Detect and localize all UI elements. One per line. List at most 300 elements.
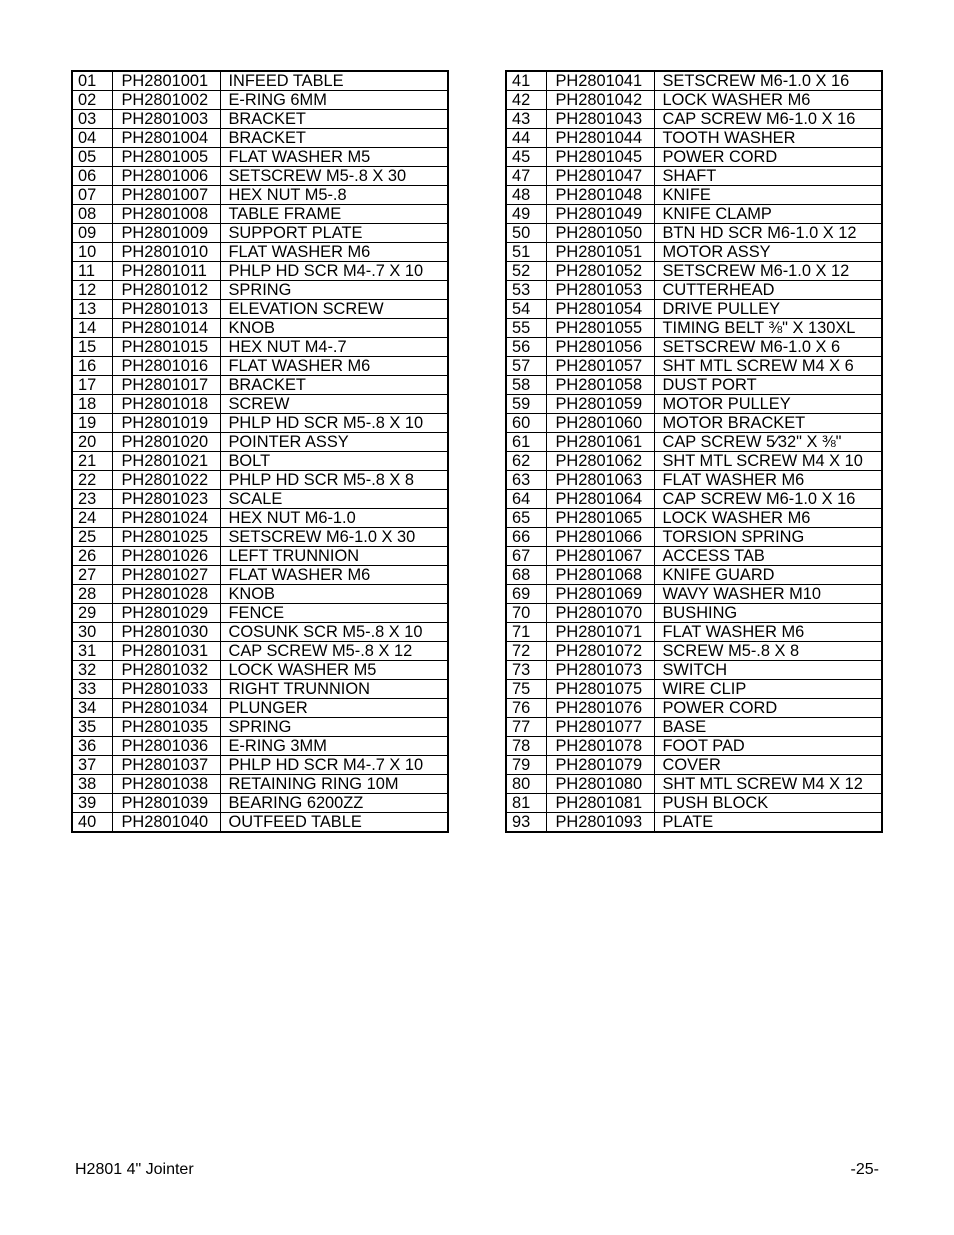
part-number: PH2801059 xyxy=(546,395,654,414)
part-description: RETAINING RING 10M xyxy=(220,775,448,794)
part-description: OUTFEED TABLE xyxy=(220,813,448,833)
table-row xyxy=(72,395,448,414)
table-row xyxy=(72,813,448,833)
part-number: PH2801037 xyxy=(112,756,220,775)
table-row xyxy=(72,319,448,338)
ref-number: 09 xyxy=(72,224,112,243)
ref-number: 73 xyxy=(506,661,546,680)
part-number: PH2801012 xyxy=(112,281,220,300)
part-description: DUST PORT xyxy=(654,376,882,395)
table-row xyxy=(506,737,882,756)
part-description: KNIFE xyxy=(654,186,882,205)
ref-number: 05 xyxy=(72,148,112,167)
ref-number: 78 xyxy=(506,737,546,756)
part-description: SHAFT xyxy=(654,167,882,186)
table-row xyxy=(506,148,882,167)
ref-number: 33 xyxy=(72,680,112,699)
ref-number: 80 xyxy=(506,775,546,794)
part-number: PH2801042 xyxy=(546,91,654,110)
part-description: SPRING xyxy=(220,718,448,737)
ref-number: 29 xyxy=(72,604,112,623)
table-row xyxy=(72,775,448,794)
table-row xyxy=(506,756,882,775)
part-description: INFEED TABLE xyxy=(220,71,448,91)
table-row xyxy=(72,110,448,129)
table-row xyxy=(72,623,448,642)
part-description: FOOT PAD xyxy=(654,737,882,756)
part-description: PLUNGER xyxy=(220,699,448,718)
part-description: SHT MTL SCREW M4 X 12 xyxy=(654,775,882,794)
table-row xyxy=(72,699,448,718)
table-row xyxy=(72,718,448,737)
part-description: MOTOR PULLEY xyxy=(654,395,882,414)
part-description: KNOB xyxy=(220,585,448,604)
part-number: PH2801056 xyxy=(546,338,654,357)
ref-number: 36 xyxy=(72,737,112,756)
ref-number: 56 xyxy=(506,338,546,357)
part-description: MOTOR BRACKET xyxy=(654,414,882,433)
table-row xyxy=(72,148,448,167)
table-row xyxy=(72,433,448,452)
table-row xyxy=(506,91,882,110)
parts-table-left xyxy=(71,70,449,833)
part-description: CAP SCREW M5-.8 X 12 xyxy=(220,642,448,661)
part-number: PH2801015 xyxy=(112,338,220,357)
part-number: PH2801072 xyxy=(546,642,654,661)
part-description: SHT MTL SCREW M4 X 6 xyxy=(654,357,882,376)
table-row xyxy=(506,71,882,91)
part-description: FLAT WASHER M5 xyxy=(220,148,448,167)
part-description: ELEVATION SCREW xyxy=(220,300,448,319)
ref-number: 06 xyxy=(72,167,112,186)
part-description: LEFT TRUNNION xyxy=(220,547,448,566)
ref-number: 11 xyxy=(72,262,112,281)
ref-number: 03 xyxy=(72,110,112,129)
table-row xyxy=(72,281,448,300)
ref-number: 02 xyxy=(72,91,112,110)
ref-number: 45 xyxy=(506,148,546,167)
part-description: CAP SCREW M6-1.0 X 16 xyxy=(654,490,882,509)
part-description: SCREW xyxy=(220,395,448,414)
table-row xyxy=(72,566,448,585)
part-description: FLAT WASHER M6 xyxy=(220,566,448,585)
part-number: PH2801041 xyxy=(546,71,654,91)
table-row xyxy=(506,604,882,623)
part-number: PH2801064 xyxy=(546,490,654,509)
part-description: E-RING 6MM xyxy=(220,91,448,110)
part-description: SCREW M5-.8 X 8 xyxy=(654,642,882,661)
ref-number: 32 xyxy=(72,661,112,680)
ref-number: 43 xyxy=(506,110,546,129)
part-description: SETSCREW M6-1.0 X 6 xyxy=(654,338,882,357)
parts-table-right-body xyxy=(506,71,882,832)
part-description: KNIFE CLAMP xyxy=(654,205,882,224)
ref-number: 24 xyxy=(72,509,112,528)
ref-number: 37 xyxy=(72,756,112,775)
part-number: PH2801058 xyxy=(546,376,654,395)
table-row xyxy=(72,262,448,281)
part-description: FENCE xyxy=(220,604,448,623)
ref-number: 62 xyxy=(506,452,546,471)
ref-number: 40 xyxy=(72,813,112,833)
table-row xyxy=(72,528,448,547)
table-row xyxy=(506,186,882,205)
part-description: TOOTH WASHER xyxy=(654,129,882,148)
table-row xyxy=(506,680,882,699)
table-row xyxy=(506,376,882,395)
parts-table-left-body xyxy=(72,71,448,832)
part-description: SWITCH xyxy=(654,661,882,680)
part-number: PH2801033 xyxy=(112,680,220,699)
table-row xyxy=(72,338,448,357)
part-number: PH2801080 xyxy=(546,775,654,794)
table-row xyxy=(72,71,448,91)
part-description: KNOB xyxy=(220,319,448,338)
ref-number: 75 xyxy=(506,680,546,699)
part-description: POWER CORD xyxy=(654,148,882,167)
ref-number: 49 xyxy=(506,205,546,224)
ref-number: 16 xyxy=(72,357,112,376)
part-number: PH2801066 xyxy=(546,528,654,547)
part-number: PH2801025 xyxy=(112,528,220,547)
part-number: PH2801008 xyxy=(112,205,220,224)
ref-number: 52 xyxy=(506,262,546,281)
ref-number: 93 xyxy=(506,813,546,833)
ref-number: 57 xyxy=(506,357,546,376)
table-row xyxy=(72,585,448,604)
ref-number: 55 xyxy=(506,319,546,338)
part-description: FLAT WASHER M6 xyxy=(220,357,448,376)
part-description: ACCESS TAB xyxy=(654,547,882,566)
table-row xyxy=(72,509,448,528)
part-number: PH2801017 xyxy=(112,376,220,395)
part-number: PH2801068 xyxy=(546,566,654,585)
ref-number: 21 xyxy=(72,452,112,471)
part-number: PH2801081 xyxy=(546,794,654,813)
table-row xyxy=(72,737,448,756)
table-row xyxy=(506,205,882,224)
part-number: PH2801060 xyxy=(546,414,654,433)
part-description: HEX NUT M4-.7 xyxy=(220,338,448,357)
table-row xyxy=(72,167,448,186)
part-description: RIGHT TRUNNION xyxy=(220,680,448,699)
part-description: PHLP HD SCR M5-.8 X 8 xyxy=(220,471,448,490)
part-number: PH2801044 xyxy=(546,129,654,148)
table-row xyxy=(506,338,882,357)
table-row xyxy=(72,357,448,376)
part-description: MOTOR ASSY xyxy=(654,243,882,262)
part-number: PH2801011 xyxy=(112,262,220,281)
table-row xyxy=(506,129,882,148)
part-description: SPRING xyxy=(220,281,448,300)
table-row xyxy=(72,224,448,243)
ref-number: 72 xyxy=(506,642,546,661)
ref-number: 17 xyxy=(72,376,112,395)
part-number: PH2801028 xyxy=(112,585,220,604)
part-description: TABLE FRAME xyxy=(220,205,448,224)
ref-number: 66 xyxy=(506,528,546,547)
table-row xyxy=(72,91,448,110)
table-row xyxy=(72,300,448,319)
part-number: PH2801071 xyxy=(546,623,654,642)
part-number: PH2801053 xyxy=(546,281,654,300)
table-row xyxy=(506,528,882,547)
part-description: PLATE xyxy=(654,813,882,833)
part-number: PH2801057 xyxy=(546,357,654,376)
table-row xyxy=(72,452,448,471)
ref-number: 15 xyxy=(72,338,112,357)
part-number: PH2801051 xyxy=(546,243,654,262)
ref-number: 42 xyxy=(506,91,546,110)
ref-number: 65 xyxy=(506,509,546,528)
table-row xyxy=(506,775,882,794)
table-row xyxy=(506,319,882,338)
part-description: E-RING 3MM xyxy=(220,737,448,756)
ref-number: 18 xyxy=(72,395,112,414)
table-row xyxy=(72,376,448,395)
ref-number: 35 xyxy=(72,718,112,737)
ref-number: 12 xyxy=(72,281,112,300)
table-row xyxy=(506,395,882,414)
part-number: PH2801054 xyxy=(546,300,654,319)
part-number: PH2801043 xyxy=(546,110,654,129)
ref-number: 38 xyxy=(72,775,112,794)
table-row xyxy=(72,604,448,623)
part-number: PH2801004 xyxy=(112,129,220,148)
part-number: PH2801018 xyxy=(112,395,220,414)
ref-number: 67 xyxy=(506,547,546,566)
part-description: PUSH BLOCK xyxy=(654,794,882,813)
part-description: CAP SCREW 5⁄32" X ⅜" xyxy=(654,433,882,452)
ref-number: 63 xyxy=(506,471,546,490)
table-row xyxy=(72,794,448,813)
part-number: PH2801007 xyxy=(112,186,220,205)
table-row xyxy=(72,129,448,148)
part-description: PHLP HD SCR M5-.8 X 10 xyxy=(220,414,448,433)
part-number: PH2801016 xyxy=(112,357,220,376)
ref-number: 20 xyxy=(72,433,112,452)
ref-number: 64 xyxy=(506,490,546,509)
part-description: FLAT WASHER M6 xyxy=(220,243,448,262)
table-row xyxy=(506,433,882,452)
part-number: PH2801036 xyxy=(112,737,220,756)
part-description: LOCK WASHER M5 xyxy=(220,661,448,680)
part-number: PH2801048 xyxy=(546,186,654,205)
ref-number: 22 xyxy=(72,471,112,490)
ref-number: 48 xyxy=(506,186,546,205)
part-number: PH2801019 xyxy=(112,414,220,433)
part-number: PH2801050 xyxy=(546,224,654,243)
footer-title: H2801 4" Jointer xyxy=(75,1161,194,1178)
part-description: PHLP HD SCR M4-.7 X 10 xyxy=(220,262,448,281)
part-number: PH2801039 xyxy=(112,794,220,813)
part-number: PH2801022 xyxy=(112,471,220,490)
table-row xyxy=(506,224,882,243)
ref-number: 79 xyxy=(506,756,546,775)
table-row xyxy=(72,186,448,205)
part-number: PH2801070 xyxy=(546,604,654,623)
part-description: LOCK WASHER M6 xyxy=(654,509,882,528)
ref-number: 76 xyxy=(506,699,546,718)
part-number: PH2801026 xyxy=(112,547,220,566)
ref-number: 07 xyxy=(72,186,112,205)
part-number: PH2801073 xyxy=(546,661,654,680)
ref-number: 30 xyxy=(72,623,112,642)
part-number: PH2801075 xyxy=(546,680,654,699)
part-number: PH2801021 xyxy=(112,452,220,471)
table-row xyxy=(506,490,882,509)
part-description: KNIFE GUARD xyxy=(654,566,882,585)
part-description: BRACKET xyxy=(220,129,448,148)
ref-number: 47 xyxy=(506,167,546,186)
table-row xyxy=(506,300,882,319)
part-description: DRIVE PULLEY xyxy=(654,300,882,319)
part-description: LOCK WASHER M6 xyxy=(654,91,882,110)
ref-number: 31 xyxy=(72,642,112,661)
ref-number: 04 xyxy=(72,129,112,148)
part-number: PH2801027 xyxy=(112,566,220,585)
part-description: WAVY WASHER M10 xyxy=(654,585,882,604)
ref-number: 19 xyxy=(72,414,112,433)
part-number: PH2801010 xyxy=(112,243,220,262)
part-number: PH2801076 xyxy=(546,699,654,718)
ref-number: 51 xyxy=(506,243,546,262)
part-number: PH2801062 xyxy=(546,452,654,471)
ref-number: 14 xyxy=(72,319,112,338)
part-description: SETSCREW M6-1.0 X 16 xyxy=(654,71,882,91)
part-description: BOLT xyxy=(220,452,448,471)
table-row xyxy=(506,167,882,186)
table-row xyxy=(72,756,448,775)
part-description: PHLP HD SCR M4-.7 X 10 xyxy=(220,756,448,775)
part-description: FLAT WASHER M6 xyxy=(654,471,882,490)
part-description: HEX NUT M6-1.0 xyxy=(220,509,448,528)
table-row xyxy=(506,699,882,718)
table-row xyxy=(506,718,882,737)
part-description: BRACKET xyxy=(220,376,448,395)
ref-number: 08 xyxy=(72,205,112,224)
table-row xyxy=(506,452,882,471)
ref-number: 61 xyxy=(506,433,546,452)
table-row xyxy=(506,509,882,528)
table-row xyxy=(72,471,448,490)
part-description: POINTER ASSY xyxy=(220,433,448,452)
ref-number: 13 xyxy=(72,300,112,319)
page-number: -25- xyxy=(850,1161,879,1178)
part-number: PH2801063 xyxy=(546,471,654,490)
part-number: PH2801005 xyxy=(112,148,220,167)
part-description: SETSCREW M6-1.0 X 30 xyxy=(220,528,448,547)
table-row xyxy=(72,490,448,509)
part-number: PH2801052 xyxy=(546,262,654,281)
part-description: BRACKET xyxy=(220,110,448,129)
ref-number: 25 xyxy=(72,528,112,547)
ref-number: 68 xyxy=(506,566,546,585)
ref-number: 39 xyxy=(72,794,112,813)
part-number: PH2801049 xyxy=(546,205,654,224)
ref-number: 34 xyxy=(72,699,112,718)
table-row xyxy=(72,642,448,661)
part-number: PH2801047 xyxy=(546,167,654,186)
ref-number: 01 xyxy=(72,71,112,91)
part-description: HEX NUT M5-.8 xyxy=(220,186,448,205)
part-number: PH2801061 xyxy=(546,433,654,452)
table-row xyxy=(506,471,882,490)
part-number: PH2801038 xyxy=(112,775,220,794)
part-number: PH2801055 xyxy=(546,319,654,338)
table-row xyxy=(506,357,882,376)
part-number: PH2801079 xyxy=(546,756,654,775)
ref-number: 28 xyxy=(72,585,112,604)
part-description: CUTTERHEAD xyxy=(654,281,882,300)
ref-number: 10 xyxy=(72,243,112,262)
table-row xyxy=(506,566,882,585)
part-description: BUSHING xyxy=(654,604,882,623)
table-row xyxy=(72,680,448,699)
ref-number: 77 xyxy=(506,718,546,737)
ref-number: 23 xyxy=(72,490,112,509)
part-number: PH2801030 xyxy=(112,623,220,642)
parts-table-right xyxy=(505,70,883,833)
table-row xyxy=(506,794,882,813)
part-description: TORSION SPRING xyxy=(654,528,882,547)
table-row xyxy=(72,414,448,433)
part-number: PH2801040 xyxy=(112,813,220,833)
part-description: SETSCREW M6-1.0 X 12 xyxy=(654,262,882,281)
ref-number: 54 xyxy=(506,300,546,319)
part-number: PH2801001 xyxy=(112,71,220,91)
table-row xyxy=(506,262,882,281)
part-number: PH2801003 xyxy=(112,110,220,129)
part-number: PH2801078 xyxy=(546,737,654,756)
part-description: WIRE CLIP xyxy=(654,680,882,699)
table-row xyxy=(506,414,882,433)
table-row xyxy=(72,661,448,680)
part-number: PH2801077 xyxy=(546,718,654,737)
ref-number: 27 xyxy=(72,566,112,585)
part-number: PH2801069 xyxy=(546,585,654,604)
table-row xyxy=(72,205,448,224)
part-number: PH2801024 xyxy=(112,509,220,528)
part-description: TIMING BELT ⅜" X 130XL xyxy=(654,319,882,338)
ref-number: 26 xyxy=(72,547,112,566)
part-number: PH2801013 xyxy=(112,300,220,319)
part-number: PH2801002 xyxy=(112,91,220,110)
ref-number: 59 xyxy=(506,395,546,414)
part-number: PH2801031 xyxy=(112,642,220,661)
part-description: BASE xyxy=(654,718,882,737)
part-number: PH2801006 xyxy=(112,167,220,186)
part-number: PH2801067 xyxy=(546,547,654,566)
part-description: SETSCREW M5-.8 X 30 xyxy=(220,167,448,186)
part-number: PH2801045 xyxy=(546,148,654,167)
part-number: PH2801065 xyxy=(546,509,654,528)
part-number: PH2801023 xyxy=(112,490,220,509)
part-description: BTN HD SCR M6-1.0 X 12 xyxy=(654,224,882,243)
table-row xyxy=(506,110,882,129)
part-number: PH2801035 xyxy=(112,718,220,737)
table-row xyxy=(506,547,882,566)
table-row xyxy=(506,623,882,642)
part-number: PH2801014 xyxy=(112,319,220,338)
part-description: SCALE xyxy=(220,490,448,509)
part-number: PH2801032 xyxy=(112,661,220,680)
ref-number: 58 xyxy=(506,376,546,395)
table-row xyxy=(72,243,448,262)
ref-number: 71 xyxy=(506,623,546,642)
table-row xyxy=(506,243,882,262)
part-number: PH2801093 xyxy=(546,813,654,833)
